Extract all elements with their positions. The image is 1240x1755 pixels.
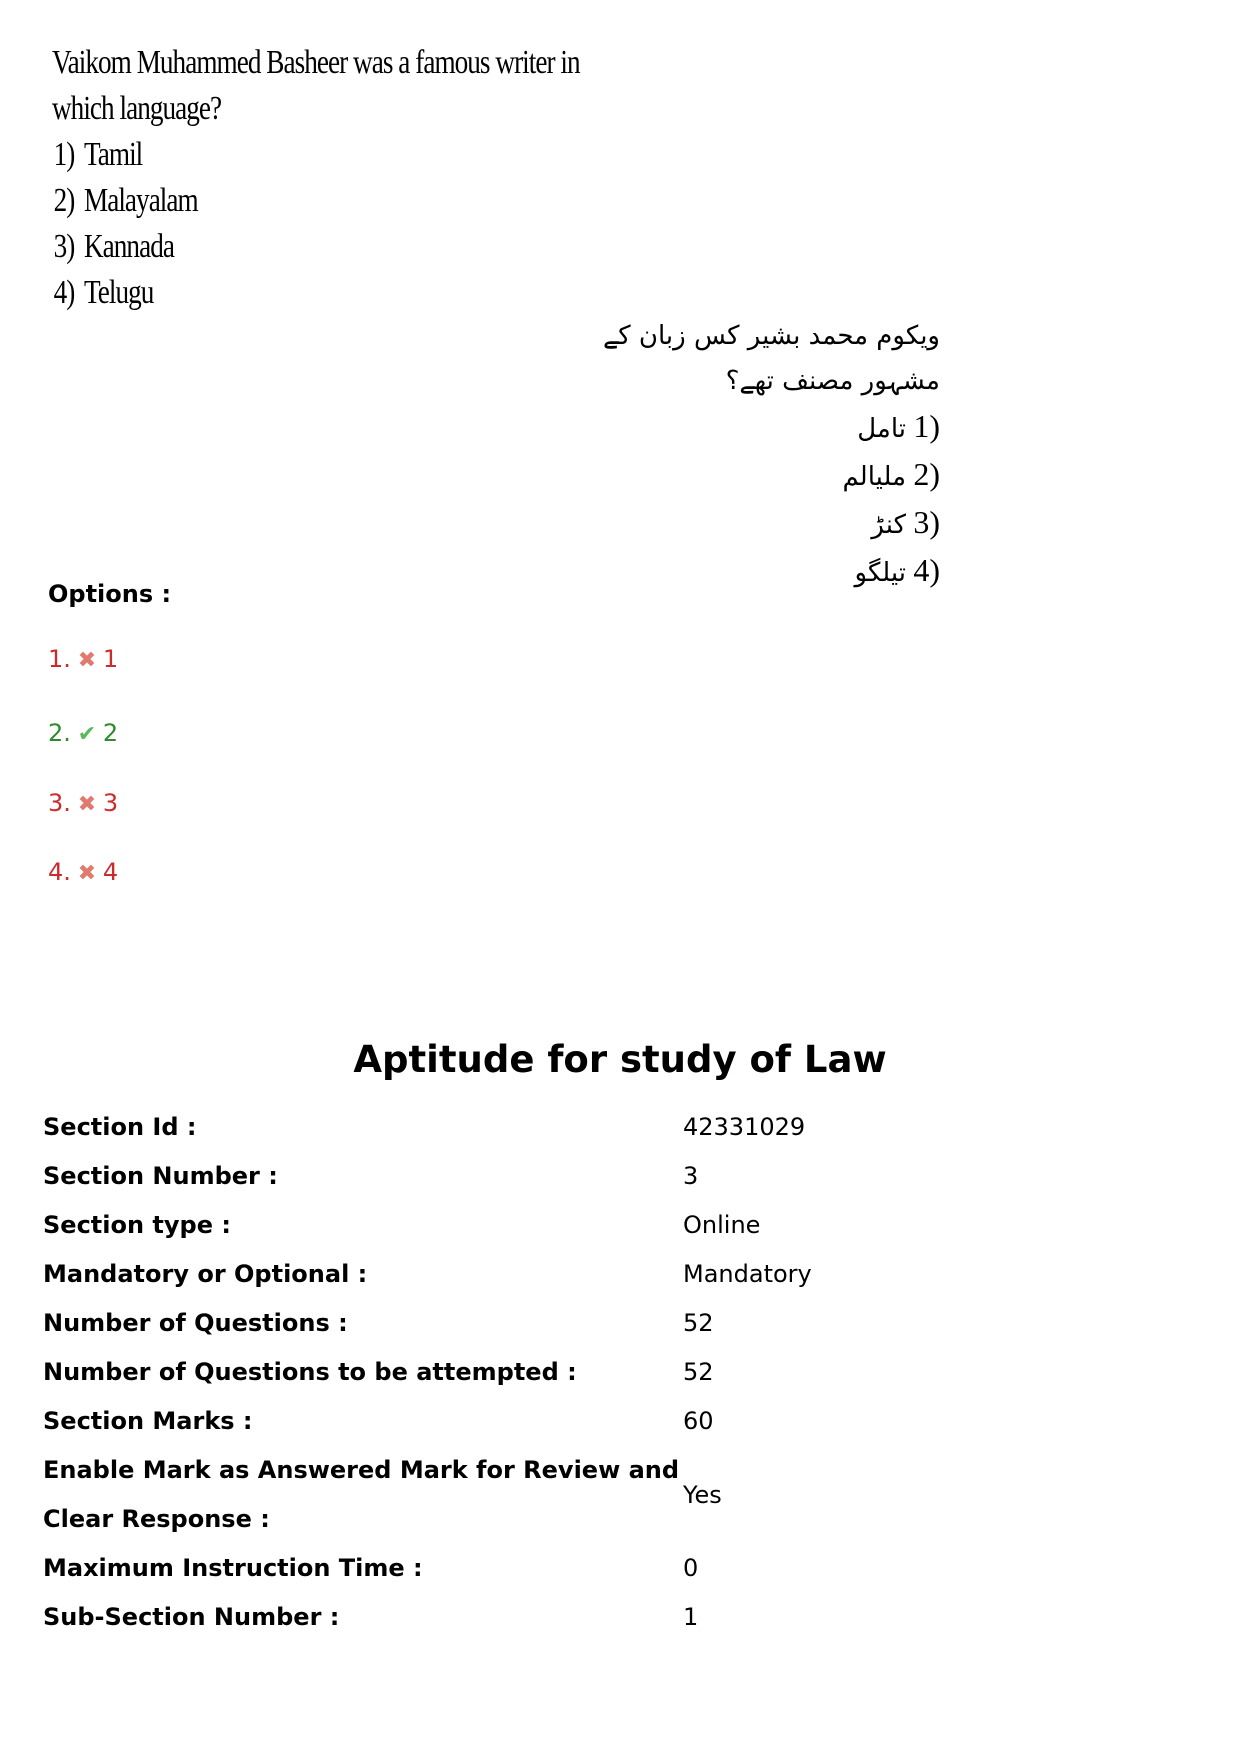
answer-option-3: 3. ✖ 3	[48, 789, 119, 817]
question-english	[52, 40, 612, 316]
info-row-section-id: Section Id : 42331029	[43, 1113, 806, 1141]
info-row-section-marks: Section Marks : 60	[43, 1407, 714, 1435]
info-row-num-attempt: Number of Questions to be attempted : 52	[43, 1358, 714, 1386]
question-text-english: Vaikom Muhammed Basheer was a famous writer in which language?	[52, 44, 580, 127]
question-option-english: 3) Kannada	[53, 228, 174, 265]
info-row-section-number: Section Number : 3	[43, 1162, 699, 1190]
info-row-max-instruction-time: Maximum Instruction Time : 0	[43, 1554, 699, 1582]
question-option-english: 4) Telugu	[53, 274, 154, 311]
answer-option-4: 4. ✖ 4	[48, 858, 119, 886]
question-option-urdu: 4)تیلگو	[854, 552, 940, 588]
cross-icon: ✖	[77, 861, 97, 886]
question-urdu	[520, 314, 940, 596]
section-title: Aptitude for study of Law	[353, 1038, 887, 1081]
info-row-section-type: Section type : Online	[43, 1211, 761, 1239]
info-row-num-questions: Number of Questions : 52	[43, 1309, 714, 1337]
check-icon: ✔	[77, 722, 97, 747]
options-label: Options :	[48, 580, 172, 608]
info-row-enable-mark: Enable Mark as Answered Mark for Review and Clear Response : Yes	[43, 1456, 722, 1533]
question-option-english: 1) Tamil	[53, 136, 143, 173]
info-row-mandatory: Mandatory or Optional : Mandatory	[43, 1260, 812, 1288]
cross-icon: ✖	[77, 792, 97, 817]
info-row-sub-section-number: Sub-Section Number : 1	[43, 1603, 699, 1631]
question-option-urdu: 3)کنڑ	[871, 504, 940, 540]
question-option-urdu: 2)ملیالم	[842, 456, 940, 492]
answer-option-2: 2. ✔ 2	[48, 719, 119, 747]
answer-option-1: 1. ✖ 1	[48, 645, 119, 673]
cross-icon: ✖	[77, 648, 97, 673]
question-option-urdu: 1)تامل	[857, 408, 940, 444]
question-option-english: 2) Malayalam	[53, 182, 198, 219]
section-info-table	[43, 1103, 1193, 1642]
question-text-urdu: ویکوم محمد بشیر کس زبان کے مشہور مصنف تھے؟	[603, 321, 940, 396]
